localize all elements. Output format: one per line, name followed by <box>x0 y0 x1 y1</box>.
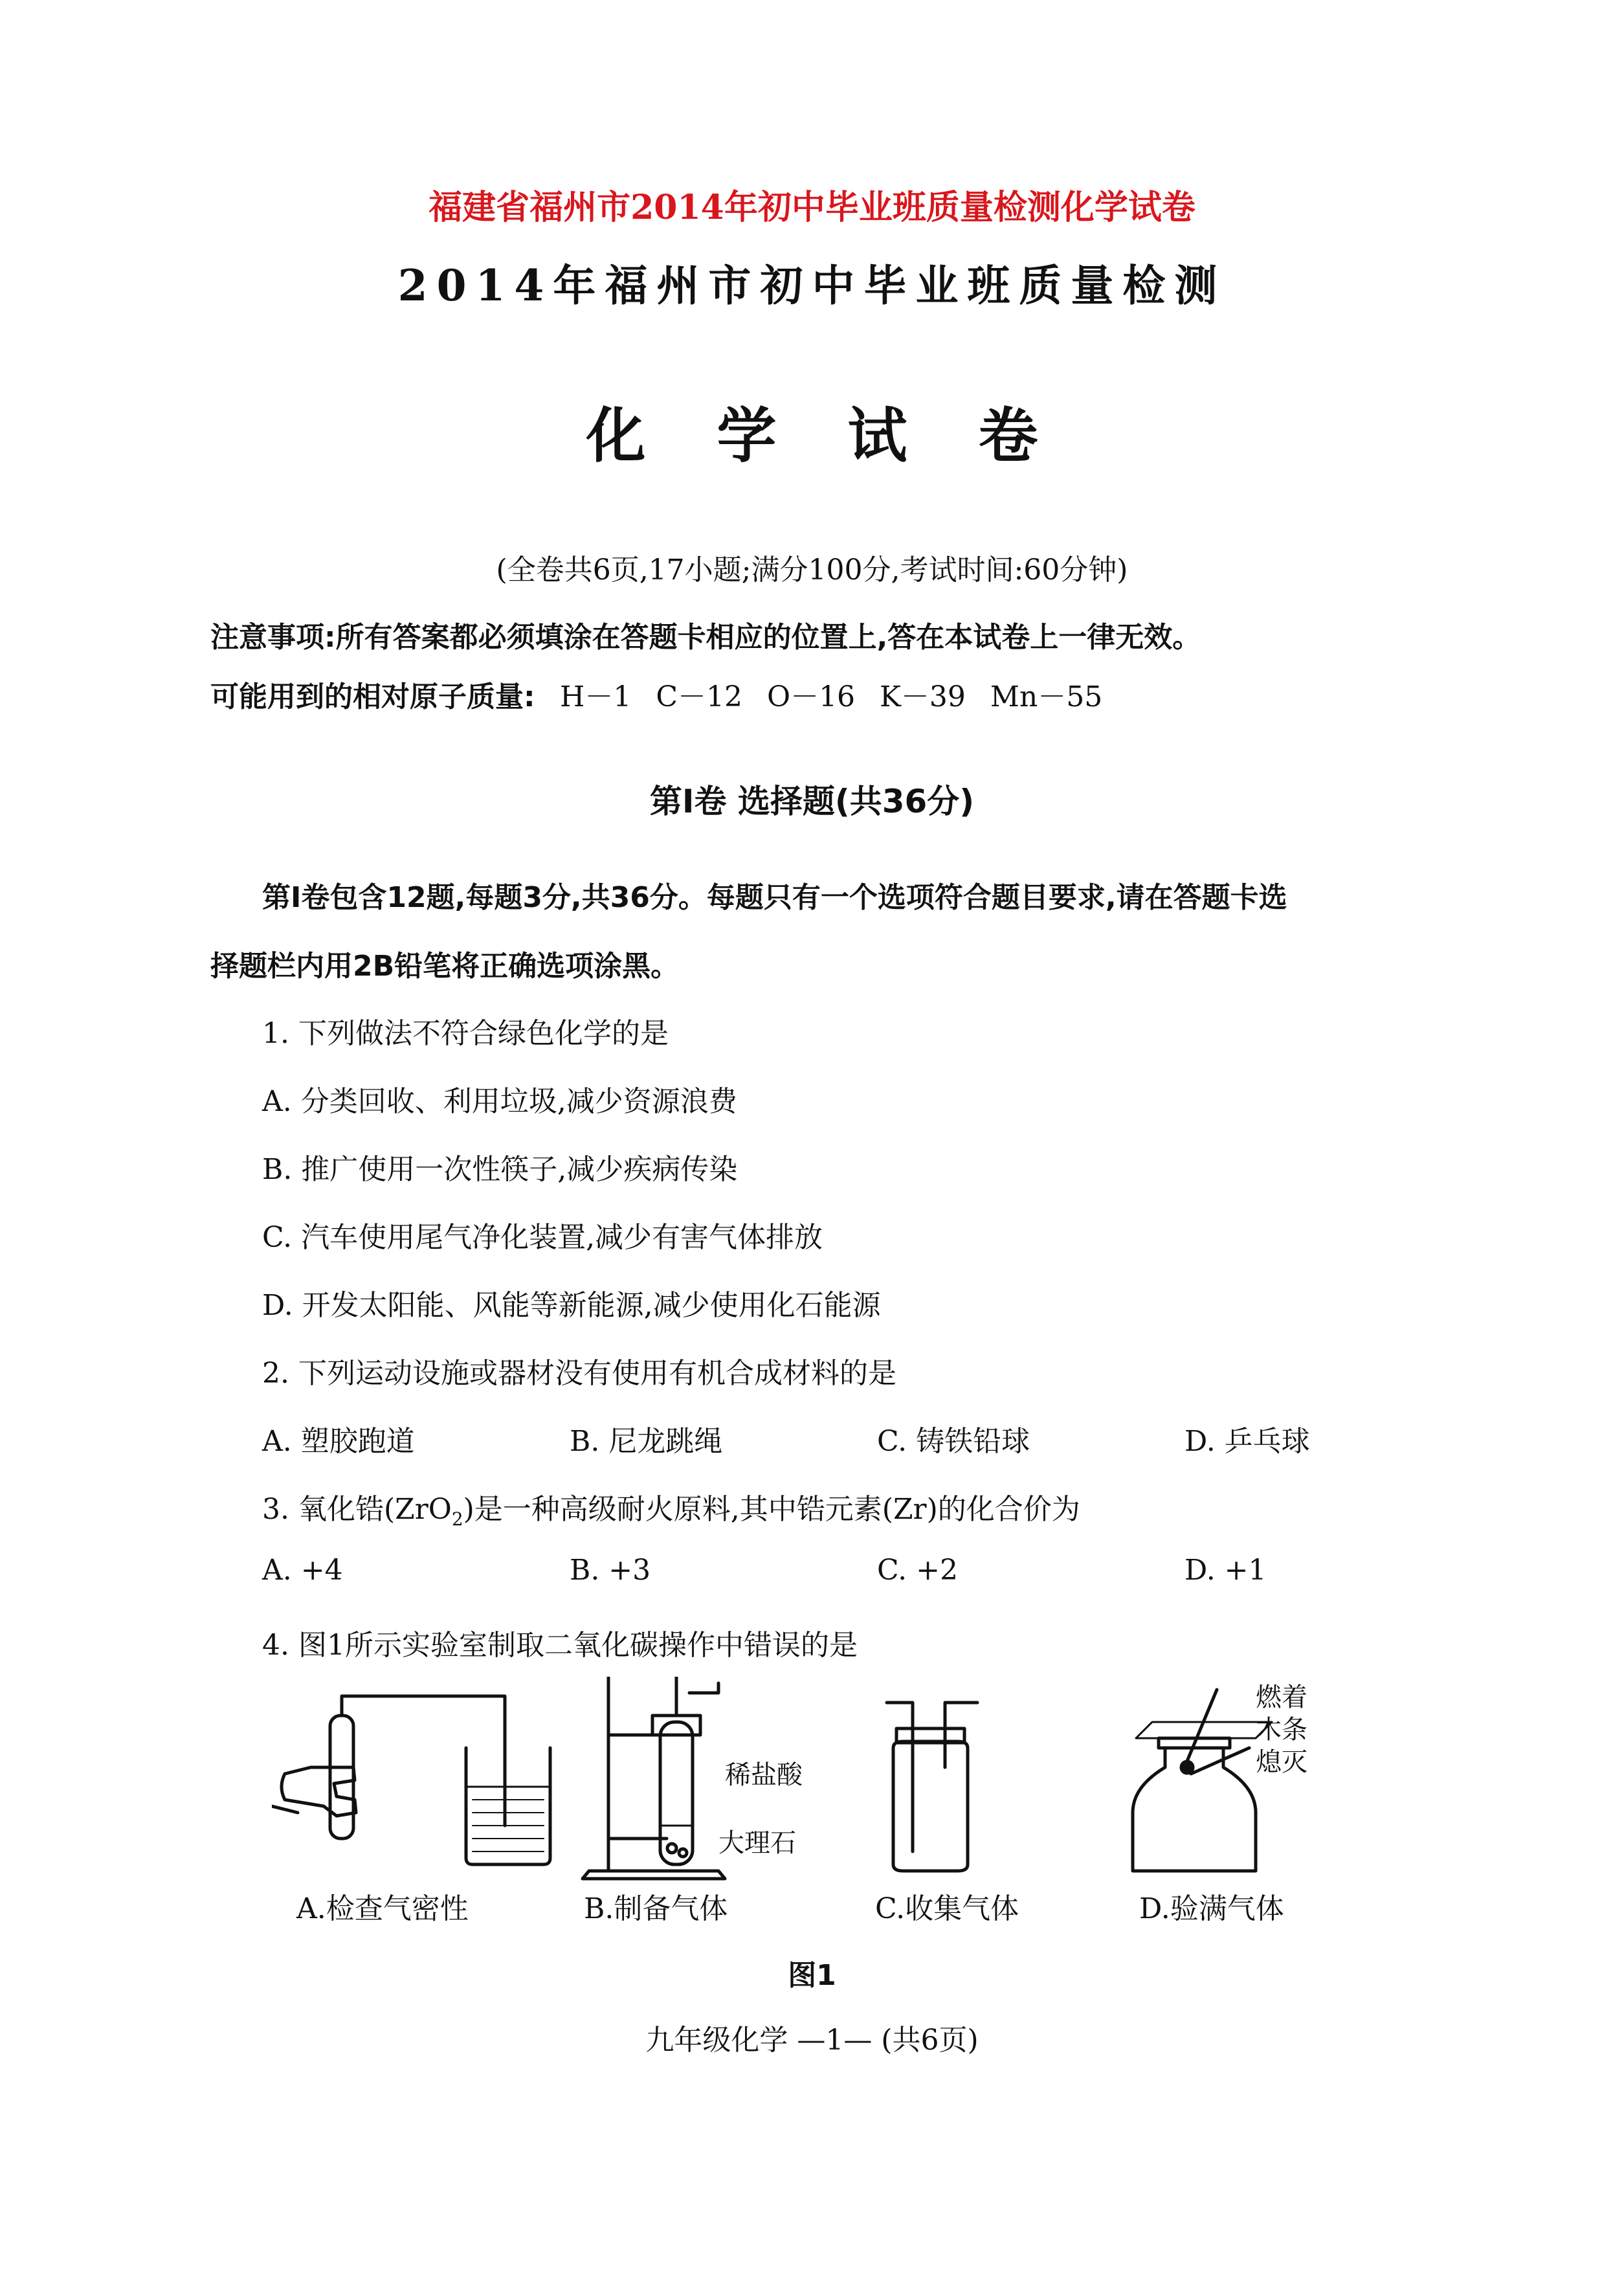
page-footer: 九年级化学 —1— (共6页) <box>645 2024 979 2057</box>
question-3-stem-subscript: 2 <box>451 1508 463 1530</box>
notice-text: 注意事项:所有答案都必须填涂在答题卡相应的位置上,答在本试卷上一律无效。 <box>210 621 1201 654</box>
question-3-option-a: A. +4 <box>262 1554 343 1587</box>
question-1-stem: 1. 下列做法不符合绿色化学的是 <box>262 1017 669 1050</box>
caption-c: C.收集气体 <box>875 1892 1019 1925</box>
caption-d: D.验满气体 <box>1139 1892 1284 1925</box>
apparatus-a-icon <box>272 1696 550 1864</box>
question-1-option-d: D. 开发太阳能、风能等新能源,减少使用化石能源 <box>262 1289 881 1322</box>
document-source-title: 福建省福州市2014年初中毕业班质量检测化学试卷 <box>428 188 1196 227</box>
section-heading: 第Ⅰ卷 选择题(共36分) <box>649 783 975 820</box>
section-instruction-line1: 第Ⅰ卷包含12题,每题3分,共36分。每题只有一个选项符合题目要求,请在答题卡选 <box>262 881 1287 914</box>
question-2-option-a: A. 塑胶跑道 <box>262 1425 415 1458</box>
question-2-option-d: D. 乒乓球 <box>1185 1425 1310 1458</box>
caption-a: A.检查气密性 <box>296 1892 469 1925</box>
apparatus-b-icon <box>583 1677 725 1879</box>
question-3-option-d: D. +1 <box>1185 1554 1267 1587</box>
atomic-masses-values: H－1 C－12 O－16 K－39 Mn－55 <box>560 680 1103 713</box>
question-2-stem: 2. 下列运动设施或器材没有使用有机合成材料的是 <box>262 1357 896 1390</box>
apparatus-d-icon <box>1133 1690 1272 1871</box>
question-3-stem <box>262 1486 1080 1530</box>
label-dilute-hcl: 稀盐酸 <box>725 1760 803 1790</box>
exam-info: (全卷共6页,17小题;满分100分,考试时间:60分钟) <box>496 554 1128 587</box>
question-1-option-b: B. 推广使用一次性筷子,减少疾病传染 <box>262 1153 738 1186</box>
question-1-option-a: A. 分类回收、利用垃圾,减少资源浪费 <box>262 1085 737 1118</box>
question-3-option-b: B. +3 <box>570 1554 651 1587</box>
caption-b: B.制备气体 <box>584 1892 728 1925</box>
label-marble: 大理石 <box>718 1828 796 1858</box>
section-instruction-line2: 择题栏内用2B铅笔将正确选项涂黑。 <box>210 950 680 983</box>
label-wood-stick: 木条 <box>1256 1715 1307 1745</box>
label-extinguished: 熄灭 <box>1256 1747 1307 1777</box>
figure-1-title: 图1 <box>788 1959 836 1992</box>
question-3-option-c: C. +2 <box>877 1554 958 1587</box>
exam-subtitle: 2014年福州市初中毕业班质量检测 <box>397 260 1227 311</box>
question-2-option-b: B. 尼龙跳绳 <box>570 1425 723 1458</box>
figure-1-drawings <box>272 1677 1359 1884</box>
question-1-option-c: C. 汽车使用尾气净化装置,减少有害气体排放 <box>262 1221 823 1254</box>
label-burning: 燃着 <box>1256 1683 1307 1712</box>
question-4-stem: 4. 图1所示实验室制取二氧化碳操作中错误的是 <box>262 1629 858 1662</box>
question-3-stem-before: 3. 氧化锆(ZrO <box>262 1493 452 1526</box>
question-3-stem-after: )是一种高级耐火原料,其中锆元素(Zr)的化合价为 <box>463 1493 1080 1526</box>
question-2-option-c: C. 铸铁铅球 <box>877 1425 1030 1458</box>
atomic-masses-label: 可能用到的相对原子质量: <box>210 680 535 713</box>
exam-title: 化学试卷 <box>586 401 1109 471</box>
apparatus-c-icon <box>887 1703 977 1871</box>
